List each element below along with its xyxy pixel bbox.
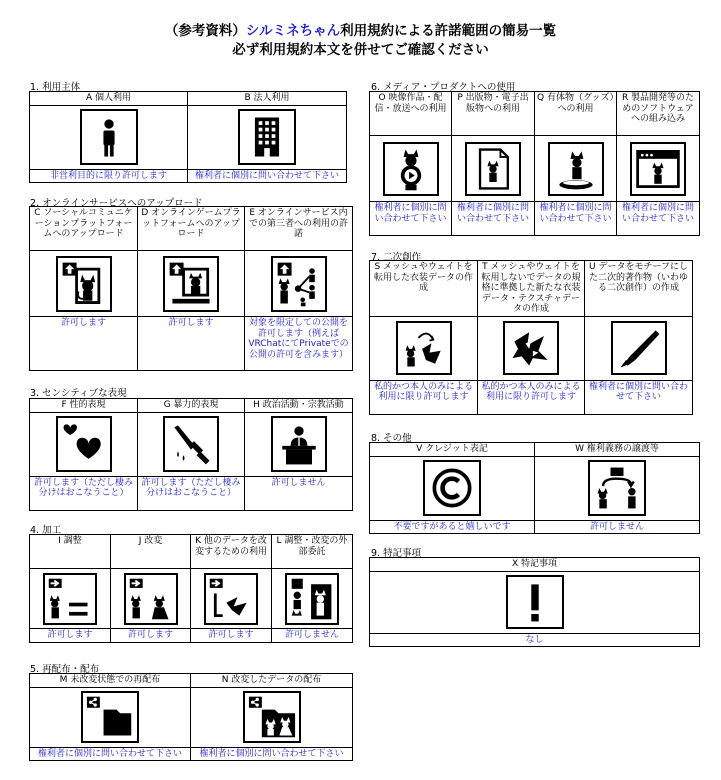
header-j: J 改変 — [111, 535, 191, 569]
section-7-title: 7. 二次創作 — [371, 252, 422, 263]
footer-l: 許可しません — [272, 629, 353, 643]
header-c: C ソーシャルコミュニケーションプラットフォームへのアップロード — [30, 207, 138, 251]
footer-i: 許可します — [30, 629, 111, 643]
section-6-table — [369, 91, 700, 236]
person-icon — [80, 109, 138, 165]
section-6-title: 6. メディア・プロダクトへの使用 — [371, 82, 516, 93]
software-icon — [630, 142, 686, 196]
footer-w: 許可しません — [535, 520, 700, 534]
footer-u: 権利者に個別に問い合わせて下さい — [585, 380, 693, 414]
footer-k: 許可します — [191, 629, 272, 643]
costume-mesh-icon — [396, 321, 452, 375]
header-w: W 権利義務の譲渡等 — [535, 443, 700, 457]
pen-icon — [611, 321, 667, 375]
data-reuse-icon — [204, 573, 258, 625]
podium-icon — [271, 416, 327, 472]
header-s: S メッシュやウェイトを転用した衣装データの作成 — [370, 261, 478, 317]
section-3-title: 3. センシティブな表現 — [30, 388, 127, 399]
header-p: P 出版物・電子出版物への利用 — [452, 92, 535, 136]
header-h: H 政治活動・宗教活動 — [245, 399, 353, 413]
goods-icon — [548, 142, 604, 196]
footer-p: 権利者に個別に問い合わせて下さい — [452, 202, 535, 236]
title-character-name: シルミネちゃん — [245, 23, 341, 39]
header-i: I 調整 — [30, 535, 111, 569]
page-title — [0, 19, 721, 39]
header-l: L 調整・改変の外部委託 — [272, 535, 353, 569]
footer-a: 非営利目的に限り許可します — [30, 169, 188, 183]
modify-icon — [124, 573, 178, 625]
header-m: M 未改変状態での再配布 — [30, 674, 191, 688]
section-1-title: 1. 利用主体 — [30, 82, 81, 93]
share-third-party-icon — [271, 256, 327, 312]
footer-b: 権利者に個別に問い合わせて下さい — [188, 169, 347, 183]
header-n: N 改変したデータの配布 — [191, 674, 353, 688]
header-t: T メッシュやウェイトを転用しないでデータの規格に準拠した新たな衣装データ・テクスチャデータの作成 — [478, 261, 585, 317]
hearts-icon — [56, 416, 112, 472]
section-2-table — [29, 206, 353, 371]
footer-m: 権利者に個別に問い合わせて下さい — [30, 747, 191, 761]
section-7-table — [369, 260, 693, 415]
footer-j: 許可します — [111, 629, 191, 643]
footer-e: 対象を限定しての公開を許可します（例えばVRChatにてPrivateでの公開の許可を含みます） — [245, 317, 353, 371]
header-o: O 映像作品・配信・放送への利用 — [370, 92, 452, 136]
header-r: R 製品開発等のためのソフトウェアへの組み込み — [617, 92, 700, 136]
knife-icon — [163, 416, 219, 472]
header-v: V クレジット表記 — [370, 443, 535, 457]
section-9-title: 9. 特記事項 — [371, 548, 422, 559]
distribute-modified-icon — [243, 691, 301, 743]
page-subtitle: 必ず利用規約本文を併せてご確認ください — [232, 42, 489, 58]
footer-d: 許可します — [138, 317, 245, 371]
header-d: D オンラインゲームプラットフォームへのアップロード — [138, 207, 245, 251]
title-prefix: （参考資料） — [164, 23, 246, 39]
header-a: A 個人利用 — [30, 92, 188, 106]
footer-c: 許可します — [30, 317, 138, 371]
video-icon — [383, 142, 439, 196]
header-f: F 性的表現 — [30, 399, 138, 413]
header-u: U データをモチーフにした二次的著作物（いわゆる二次創作）の作成 — [585, 261, 693, 317]
publication-icon — [465, 142, 521, 196]
section-3-table — [29, 398, 353, 511]
upload-icon — [56, 256, 112, 312]
section-5-table — [29, 673, 353, 761]
footer-x: なし — [370, 633, 700, 647]
section-5-title: 5. 再配布・配布 — [30, 664, 100, 675]
header-e: E オンラインサービス内での第三者への利用の許諾 — [245, 207, 353, 251]
redistribute-icon — [81, 691, 139, 743]
game-upload-icon — [163, 256, 219, 312]
footer-o: 権利者に個別に問い合わせて下さい — [370, 202, 452, 236]
new-costume-icon — [503, 321, 559, 375]
footer-h: 許可しません — [245, 476, 353, 510]
footer-g: 許可します（ただし棲み分けはおこなうこと） — [138, 476, 245, 510]
title-suffix: 利用規約による許諾範囲の簡易一覧 — [340, 23, 557, 39]
header-k: K 他のデータを改変するための利用 — [191, 535, 272, 569]
copyright-icon — [423, 460, 481, 516]
outsource-icon — [285, 573, 339, 625]
section-4-table — [29, 534, 353, 643]
footer-v: 不要ですがあると嬉しいです — [370, 520, 535, 534]
section-9-table — [369, 557, 700, 647]
footer-t: 私的かつ本人のみによる利用に限り許可します — [478, 380, 585, 414]
exclamation-icon — [506, 575, 564, 629]
building-icon — [238, 109, 296, 165]
section-8-table — [369, 442, 700, 534]
footer-s: 私的かつ本人のみによる利用に限り許可します — [370, 380, 478, 414]
header-g: G 暴力的表現 — [138, 399, 245, 413]
footer-q: 権利者に個別に問い合わせて下さい — [535, 202, 617, 236]
section-4-title: 4. 加工 — [30, 525, 62, 536]
section-2-title: 2. オンラインサービスへのアップロード — [30, 198, 203, 209]
header-b: B 法人利用 — [188, 92, 347, 106]
header-x: X 特記事項 — [370, 558, 700, 572]
header-q: Q 有体物（グッズ）への利用 — [535, 92, 617, 136]
section-8-title: 8. その他 — [371, 433, 412, 444]
section-1-table — [29, 91, 347, 183]
footer-f: 許可します（ただし棲み分けはおこなうこと） — [30, 476, 138, 510]
adjust-icon — [43, 573, 97, 625]
footer-r: 権利者に個別に問い合わせて下さい — [617, 202, 700, 236]
footer-n: 権利者に個別に問い合わせて下さい — [191, 747, 353, 761]
transfer-icon — [588, 460, 646, 516]
